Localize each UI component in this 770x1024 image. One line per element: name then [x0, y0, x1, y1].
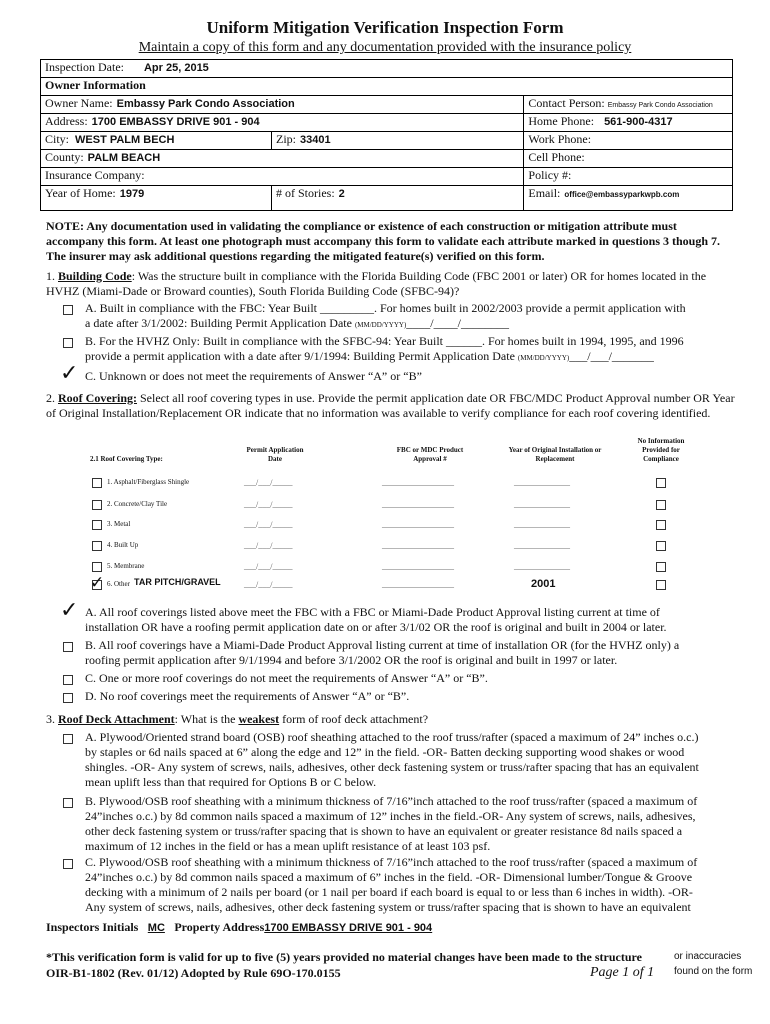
col-roof-type: 2.1 Roof Covering Type: — [90, 455, 163, 463]
no-info-checkbox[interactable] — [656, 562, 666, 572]
q2-b-line1: B. All roof coverings have a Miami-Dade Product Approval listing current at time of installation OR (for the HVHZ only) a — [85, 638, 680, 652]
no-info-checkbox[interactable] — [656, 580, 666, 590]
fbc-approval-blank[interactable]: __________________ — [382, 580, 454, 589]
stories-cell: # of Stories: 2 — [272, 186, 524, 211]
city-value[interactable]: WEST PALM BECH — [75, 134, 175, 146]
contact-person-value[interactable]: Embassy Park Condo Association — [607, 102, 713, 109]
q1-c-line: C. Unknown or does not meet the requirements of Answer “A” or “B” — [85, 369, 422, 383]
q3-c-text: C. Plywood/OSB roof sheathing with a minimum thickness of 7/16”inch attached to the roof truss/rafter (spaced a maximum of 24”inches o.c.) by 8d common nails spaced a maximum of 6” inches in the field. -OR- Dimensional lumber/Tongue & Groove decking with a minimum of 2 nails per board (or 1 nail per board if each board is equal to or less than 6 inches in width). -OR- Any system of screws, nails, adhesives, other deck fastening system or truss/rafter spacing that is shown to have an equivalent — [85, 855, 698, 914]
permit-date-blank[interactable]: ___/___/_____ — [244, 541, 293, 550]
email-cell: Email: office@embassyparkwpb.com — [524, 186, 733, 211]
other-roof-checkmark-icon[interactable]: ✓ — [90, 573, 105, 592]
col-no-info: No Information Provided for Compliance — [637, 437, 685, 463]
roof-type-checkbox[interactable] — [92, 520, 102, 530]
q2-heading: 2. Roof Covering: Select all roof covering types in use. Provide the permit application date OR FBC/MDC Product Approval number OR Year of Original Installation/Replacement OR indicate that no information was available to verify compliance for each roof covering identified. — [46, 391, 735, 420]
policy-cell: Policy #: — [524, 168, 733, 186]
year-of-home-value[interactable]: 1979 — [119, 188, 145, 200]
permit-date-blank[interactable]: ___/___/_____ — [244, 580, 293, 589]
year-install-blank[interactable]: ______________ — [514, 478, 570, 487]
fbc-approval-blank[interactable]: __________________ — [382, 541, 454, 550]
roof-type-checkbox[interactable] — [92, 541, 102, 551]
stories-value[interactable]: 2 — [338, 188, 345, 200]
col-fbc-approval: FBC or MDC Product Approval # — [396, 446, 464, 463]
property-address-value[interactable]: 1700 EMBASSY DRIVE 901 - 904 — [264, 922, 433, 934]
year-install-blank[interactable]: ______________ — [514, 541, 570, 550]
roof-type-label: 1. Asphalt/Fiberglass Shingle — [107, 478, 190, 486]
page-number: Page 1 of 1 — [590, 965, 655, 980]
year-install-blank[interactable]: ______________ — [514, 562, 570, 571]
fbc-approval-blank[interactable]: __________________ — [382, 520, 454, 529]
cell-phone-cell: Cell Phone: — [524, 150, 733, 168]
fbc-approval-blank[interactable]: __________________ — [382, 500, 454, 509]
permit-date-blank[interactable]: ___/___/_____ — [244, 562, 293, 571]
year-install-blank[interactable]: ______________ — [514, 520, 570, 529]
no-info-checkbox[interactable] — [656, 500, 666, 510]
roof-type-label: 4. Built Up — [107, 541, 139, 549]
owner-info-table — [40, 59, 733, 211]
roof-type-label: 5. Membrane — [107, 562, 145, 570]
q1-b-checkbox[interactable] — [63, 338, 73, 348]
year-install-blank[interactable]: ______________ — [514, 500, 570, 509]
no-info-checkbox[interactable] — [656, 541, 666, 551]
work-phone-cell: Work Phone: — [524, 132, 733, 150]
zip-value[interactable]: 33401 — [300, 134, 331, 146]
q2-d-line: D. No roof coverings meet the requirements of Answer “A” or “B”. — [85, 689, 410, 703]
inspection-date-cell: Inspection Date: Apr 25, 2015 — [41, 60, 733, 78]
col-permit-date: Permit Application Date — [246, 446, 304, 463]
q2-a-checkmark-icon[interactable]: ✓ — [60, 597, 79, 622]
other-roof-fill[interactable]: TAR PITCH/GRAVEL — [134, 577, 221, 587]
q1-c-checkmark-icon[interactable]: ✓ — [60, 360, 79, 385]
q1-b-line1: B. For the HVHZ Only: Built in compliance with the SFBC-94: Year Built ______. For homes built in 1994, 1995, and 1996 — [85, 334, 684, 348]
q1-heading: 1. Building Code: Was the structure built in compliance with the Florida Building Code (FBC 2001 or later) OR for homes located in the HVHZ (Miami-Dade or Broward counties), South Florida Building Code (SFBC-94)? — [46, 269, 707, 298]
city-cell: City: WEST PALM BECH — [41, 132, 272, 150]
home-phone-cell: Home Phone: 561-900-4317 — [524, 114, 733, 132]
initials-line: Inspectors Initials MC Property Address1700 EMBASSY DRIVE 901 - 904 — [46, 920, 746, 936]
note-paragraph: NOTE: Any documentation used in validating the compliance or existence of each construction or mitigation attribute must accompany this form. At least one photograph must accompany this form to validate each attribute marked in questions 3 though 7. The insurer may ask additional questions regarding the mitigated feature(s) verified on this form. — [46, 219, 721, 263]
county-value[interactable]: PALM BEACH — [87, 152, 161, 164]
q1-a-checkbox[interactable] — [63, 305, 73, 315]
q2-a-line2: installation OR have a roofing permit application date on or after 3/1/02 OR the roof is original and built in 2004 or later. — [85, 620, 667, 634]
q3-b-text: B. Plywood/OSB roof sheathing with a minimum thickness of 7/16”inch attached to the roof truss/rafter (spaced a maximum of 24”inches o.c.) by 8d common nails spaced a maximum of 12” inches in the field.-OR- Any system of screws, nails, adhesives, other deck fastening system or truss/rafter spacing that is shown to have an equivalent or greater resistance 8d nails spaced a maximum of 12 inches in the field or has a mean uplift resistance of at least 103 psf. — [85, 794, 698, 853]
q1-b-line2: provide a permit application with a date after 9/1/1994: Building Permit Application Date (MM/DD/YYYY)___/___/_______ — [85, 349, 654, 363]
home-phone-value[interactable]: 561-900-4317 — [604, 116, 673, 128]
validity-tail: or inaccuracies — [674, 951, 742, 962]
q3-b-checkbox[interactable] — [63, 798, 73, 808]
q3-a-text: A. Plywood/Oriented strand board (OSB) roof sheathing attached to the roof truss/rafter (spaced a maximum of 24” inches o.c.) by staples or 6d nails spaced at 6” along the edge and 12” in the field. -OR- Batten decking supporting wood shakes or wood shingles. -OR- Any system of screws, nails, adhesives, other deck fastening system or truss/rafter spacing that has an equivalent mean uplift less than that required for Options B or C below. — [85, 730, 699, 789]
form-subtitle: Maintain a copy of this form and any documentation provided with the insurance policy — [138, 40, 632, 55]
fbc-approval-blank[interactable]: __________________ — [382, 562, 454, 571]
col-year-install: Year of Original Installation or Replacement — [508, 446, 602, 463]
q2-c-checkbox[interactable] — [63, 675, 73, 685]
no-info-checkbox[interactable] — [656, 478, 666, 488]
q2-d-checkbox[interactable] — [63, 693, 73, 703]
permit-date-blank[interactable]: ___/___/_____ — [244, 520, 293, 529]
zip-cell: Zip: 33401 — [272, 132, 524, 150]
owner-name-value[interactable]: Embassy Park Condo Association — [116, 98, 295, 110]
insurance-company-cell: Insurance Company: — [41, 168, 524, 186]
email-value[interactable]: office@embassyparkwpb.com — [564, 190, 680, 199]
fbc-approval-blank[interactable]: __________________ — [382, 478, 454, 487]
form-title: Uniform Mitigation Verification Inspection Form — [206, 18, 564, 37]
roof-type-checkbox[interactable] — [92, 562, 102, 572]
county-cell: County: PALM BEACH — [41, 150, 524, 168]
q1-a-line2: a date after 3/1/2002: Building Permit Application Date (MM/DD/YYYY)____/____/________ — [85, 316, 509, 330]
owner-info-heading: Owner Information — [41, 78, 733, 96]
q3-heading: 3. Roof Deck Attachment: What is the weakest form of roof deck attachment? — [46, 712, 429, 726]
validity-tail-2: found on the form — [674, 966, 753, 977]
q2-b-line2: roofing permit application after 9/1/1994 and before 3/1/2002 OR the roof is original and built in 1997 or later. — [85, 653, 618, 667]
permit-date-blank[interactable]: ___/___/_____ — [244, 500, 293, 509]
no-info-checkbox[interactable] — [656, 520, 666, 530]
q2-a-line1: A. All roof coverings listed above meet the FBC with a FBC or Miami-Dade Product Approval listing current at time of — [85, 605, 660, 619]
inspection-date-value[interactable]: Apr 25, 2015 — [143, 62, 209, 74]
q2-c-line: C. One or more roof coverings do not meet the requirements of Answer “A” or “B”. — [85, 671, 488, 685]
q2-b-checkbox[interactable] — [63, 642, 73, 652]
q3-a-checkbox[interactable] — [63, 734, 73, 744]
form-id: OIR-B1-1802 (Rev. 01/12) Adopted by Rule 69O-170.0155 — [46, 966, 341, 980]
q3-c-checkbox[interactable] — [63, 859, 73, 869]
roof-type-label: 6. Other — [107, 580, 130, 588]
roof-type-checkbox[interactable] — [92, 478, 102, 488]
validity-statement: *This verification form is valid for up to five (5) years provided no material changes have been made to the structure — [46, 950, 642, 964]
initials-value[interactable]: MC — [147, 922, 165, 934]
roof-type-checkbox[interactable] — [92, 500, 102, 510]
address-value[interactable]: 1700 EMBASSY DRIVE 901 - 904 — [91, 116, 260, 128]
permit-date-blank[interactable]: ___/___/_____ — [244, 478, 293, 487]
owner-name-cell: Owner Name: Embassy Park Condo Association — [41, 96, 524, 114]
roof-type-label: 2. Concrete/Clay Tile — [107, 500, 168, 508]
year-of-home-cell: Year of Home: 1979 — [41, 186, 272, 211]
address-cell: Address: 1700 EMBASSY DRIVE 901 - 904 — [41, 114, 524, 132]
contact-person-cell: Contact Person: Embassy Park Condo Association — [524, 96, 733, 114]
roof-type-label: 3. Metal — [107, 520, 131, 528]
q1-a-line1: A. Built in compliance with the FBC: Year Built _________. For homes built in 2002/2003 provide a permit application with — [85, 301, 686, 315]
year-install-value[interactable]: 2001 — [531, 578, 556, 590]
